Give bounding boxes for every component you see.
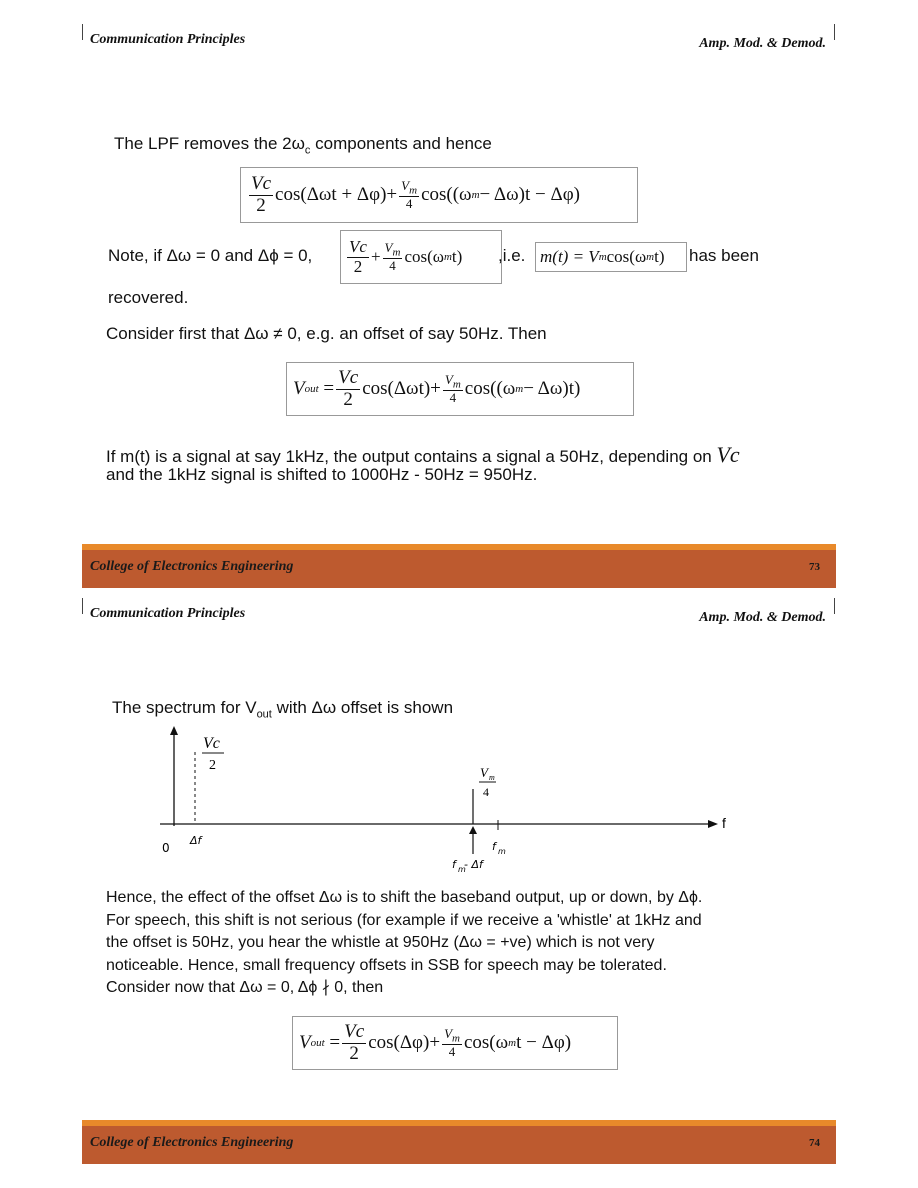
equation-note: $\frac{Vc}{2}$ + $\frac{V_m}{4}$ cos(ω m t) [340, 230, 502, 284]
fm-df-arrow-head [469, 826, 477, 834]
frac-eq3-vc: $\frac{Vc}{2}$ [338, 366, 359, 410]
eq1-cos-1: cos(Δωt + Δφ)+ [275, 184, 398, 205]
para-line-1: Hence, the effect of the offset Δω is to shift the baseband output, up or down, by Δϕ. [106, 889, 703, 906]
y-axis-arrow [170, 726, 178, 735]
frac-note-vm: $\frac{V_m}{4}$ [384, 239, 401, 274]
consider-first-text: Consider first that Δω ≠ 0, e.g. an offset of say 50Hz. Then [106, 324, 547, 343]
vm-sub: m [489, 773, 495, 782]
footer-73 [82, 544, 836, 588]
fm-label: f [492, 840, 496, 853]
footer-college: College of Electronics Engineering [90, 1135, 294, 1150]
equation-lpf-output: $\frac{Vc}{2}$ cos(Δωt + Δφ)+ $\frac{V_m}{4}$ cos((ω m − Δω)t − Δφ) [240, 167, 638, 223]
if-text: If m(t) is a signal at say 1kHz, the output contains a signal a 50Hz, depending on [106, 447, 712, 466]
fm-sub: m [498, 847, 506, 856]
para-line-5: Consider now that Δω = 0, Δϕ ∤ 0, then [106, 979, 384, 996]
frac-vc-2: $\frac{Vc}{2}$ [251, 172, 272, 216]
frac-eq4-vc: $\frac{Vc}{2}$ [344, 1020, 365, 1064]
footer-college: College of Electronics Engineering [90, 559, 294, 574]
note-text: Note, if Δω = 0 and Δϕ = 0, [108, 246, 313, 265]
spectrum-chart [150, 724, 750, 880]
vc-num: Vc [203, 735, 220, 752]
equation-vout-1: V out = $\frac{Vc}{2}$ cos(Δωt)+ $\frac{V_m}{4}$ cos((ω m − Δω)t) [286, 362, 634, 416]
page-74 [0, 596, 918, 1188]
delta-f-label: Δf [190, 834, 202, 847]
lpf-text-b: components and hence [310, 134, 492, 153]
vc-den: 2 [209, 758, 216, 773]
vm-den: 4 [483, 785, 489, 799]
para-line-3: the offset is 50Hz, you hear the whistle at 950Hz (Δω = +ve) which is not very [106, 934, 655, 951]
footer-74 [82, 1120, 836, 1164]
header-title-left: Communication Principles [90, 32, 246, 47]
eq1-cos-3: − Δω)t − Δφ) [479, 184, 580, 205]
f-axis-arrow [708, 820, 718, 828]
fm-df-sub: m [458, 865, 466, 874]
f-axis-label: f [722, 815, 726, 831]
origin-label: 0 [162, 841, 170, 855]
if-line-2: and the 1kHz signal is shifted to 1000Hz - 50Hz = 950Hz. [106, 465, 538, 484]
header-rule-left [82, 24, 83, 40]
footer-page-number: 74 [809, 1137, 820, 1149]
recovered-text: recovered. [108, 288, 189, 307]
if-vc: Vc [716, 442, 740, 467]
header-rule-right [834, 598, 835, 614]
equation-mt: m(t) = V m cos(ω m t) [535, 242, 687, 272]
para-line-4: noticeable. Hence, small frequency offsets in SSB for speech may be tolerated. [106, 956, 667, 974]
para-line-2: For speech, this shift is not serious (for example if we receive a 'whistle' at 1kHz and [106, 911, 702, 929]
frac-vm-4: $\frac{V_m}{4}$ [401, 177, 418, 212]
spectrum-intro: The spectrum for $V_{out}$ with Δω offset is shown [112, 698, 454, 721]
fm-df-label: f [452, 858, 456, 871]
note-has-been: has been [689, 246, 759, 265]
frac-eq4-vm: $\frac{V_m}{4}$ [444, 1025, 460, 1060]
frac-eq3-vm: $\frac{V_m}{4}$ [444, 371, 461, 406]
lpf-subscript: c [304, 144, 311, 157]
equation-vout-2: V out = $\frac{Vc}{2}$ cos(Δφ)+ $\frac{V_m}{4}$ cos(ω m t − Δφ) [292, 1016, 618, 1070]
header-title-left: Communication Principles [90, 606, 246, 621]
footer-page-number: 73 [809, 561, 820, 573]
header-rule-right [834, 24, 835, 40]
eq1-cos-2: cos((ω [421, 184, 472, 205]
header-rule-left [82, 598, 83, 614]
frac-note-vc: $\frac{Vc}{2}$ [349, 236, 367, 276]
lpf-text-a: The LPF removes the 2ω [114, 134, 305, 153]
note-ie: ,i.e. [498, 246, 526, 265]
hence-paragraph [106, 887, 702, 1000]
lpf-sentence [114, 134, 492, 156]
fm-df-tail: - Δf [464, 858, 483, 871]
header-title-right: Amp. Mod. & Demod. [699, 610, 826, 625]
header-title-right: Amp. Mod. & Demod. [699, 36, 826, 51]
vm-num: V [480, 765, 488, 780]
